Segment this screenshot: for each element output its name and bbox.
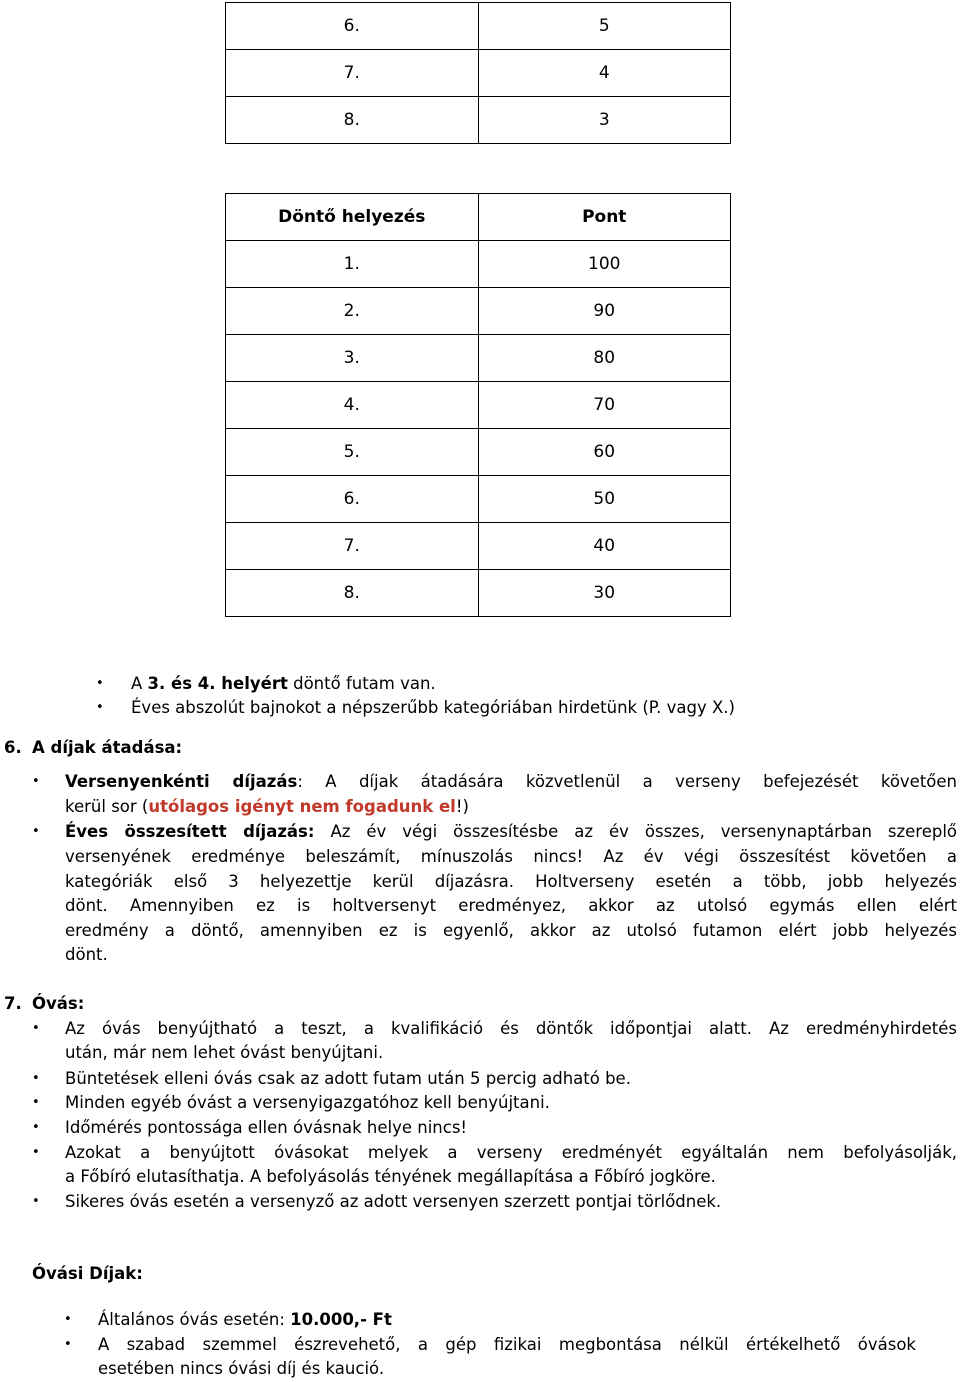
table-cell: 4 <box>478 50 731 97</box>
text: döntő futam van. <box>287 674 436 693</box>
table-cell: 80 <box>478 335 731 382</box>
list-item: Minden egyéb óvást a versenyigazgatóhoz kell benyújtani. <box>65 1093 550 1112</box>
column-header: Pont <box>478 194 731 241</box>
bold-text: 3. és 4. helyért <box>147 674 288 693</box>
text: Általános óvás esetén: <box>98 1310 291 1329</box>
bullet-icon: • <box>32 1095 40 1110</box>
section-heading <box>4 736 22 760</box>
bullet-icon: • <box>32 1021 40 1036</box>
list-item <box>98 1308 392 1332</box>
bold-text: utólagos igényt nem fogadunk el <box>148 797 456 816</box>
list-item: A szabad szemmel észrevehető, a gép fizikai megbontása nélkül értékelhető óvások <box>98 1335 916 1354</box>
table-cell: 60 <box>478 429 731 476</box>
table-cell: 5. <box>226 429 479 476</box>
table-row <box>226 523 731 570</box>
title-text: A díjak átadása: <box>32 738 183 757</box>
table-cell: 90 <box>478 288 731 335</box>
table-cell: 30 <box>478 570 731 617</box>
bullet-icon: • <box>96 676 104 691</box>
section-number: 7. <box>4 994 22 1013</box>
list-item-continuation: versenyének eredménye beleszámít, mínuszolás nincs! Az év végi összesítést követően a <box>65 847 957 866</box>
bullet-icon: • <box>64 1312 72 1327</box>
table-cell: 6. <box>226 3 479 50</box>
table-row <box>226 3 731 50</box>
section-heading <box>4 992 22 1016</box>
list-item-continuation <box>65 795 469 819</box>
table-row <box>226 429 731 476</box>
section-title <box>32 992 84 1016</box>
bullet-icon: • <box>32 1194 40 1209</box>
table-cell: 8. <box>226 570 479 617</box>
table-cell: 6. <box>226 476 479 523</box>
table-cell: 7. <box>226 50 479 97</box>
table-row <box>226 570 731 617</box>
table-cell: 3 <box>478 97 731 144</box>
table-row <box>226 335 731 382</box>
table-row <box>226 476 731 523</box>
bullet-icon: • <box>64 1337 72 1352</box>
table-cell: 8. <box>226 97 479 144</box>
bullet-icon: • <box>32 1071 40 1086</box>
table-row <box>226 50 731 97</box>
bullet-icon: • <box>32 774 40 789</box>
text: kerül sor ( <box>65 797 149 816</box>
table-cell: 2. <box>226 288 479 335</box>
list-item-continuation: dönt. <box>65 945 108 964</box>
bold-text: Éves összesített díjazás: <box>65 822 315 841</box>
list-item: Büntetések elleni óvás csak az adott futam után 5 percig adható be. <box>65 1069 631 1088</box>
bullet-icon: • <box>96 700 104 715</box>
bullet-icon: • <box>32 824 40 839</box>
text: : A díjak átadására közvetlenül a verseny befejezését követően <box>297 772 958 791</box>
placement-points-table-continued <box>225 2 731 144</box>
list-item <box>65 770 957 794</box>
table-row <box>226 97 731 144</box>
column-header: Döntő helyezés <box>226 194 479 241</box>
list-item <box>131 672 436 696</box>
bold-text: 10.000,- Ft <box>290 1310 392 1329</box>
table-cell: 4. <box>226 382 479 429</box>
final-placement-points-table <box>225 193 731 617</box>
table-cell: 3. <box>226 335 479 382</box>
list-item-continuation: után, már nem lehet óvást benyújtani. <box>65 1043 384 1062</box>
list-item: Azokat a benyújtott óvásokat melyek a verseny eredményét egyáltalán nem befolyásolják, <box>65 1143 957 1162</box>
list-item-continuation: eredmény a döntő, amennyiben ez is egyenlő, akkor az utolsó futamon elért jobb helyezés <box>65 921 957 940</box>
list-item <box>65 820 957 844</box>
section-number: 6. <box>4 738 22 757</box>
section-title <box>32 1262 143 1286</box>
list-item-continuation: a Főbíró elutasíthatja. A befolyásolás tényének megállapítása a Főbíró jogköre. <box>65 1167 716 1186</box>
list-item-continuation: kategóriák első 3 helyezettje kerül díjazásra. Holtverseny esetén a több, jobb helyezés <box>65 872 957 891</box>
table-cell: 70 <box>478 382 731 429</box>
table-cell: 7. <box>226 523 479 570</box>
table-cell: 50 <box>478 476 731 523</box>
bullet-icon: • <box>32 1145 40 1160</box>
table-row <box>226 382 731 429</box>
table-row <box>226 288 731 335</box>
title-text: Óvás: <box>32 994 85 1013</box>
table-cell: 40 <box>478 523 731 570</box>
section-title <box>32 736 182 760</box>
table-cell: 1. <box>226 241 479 288</box>
table-cell: 100 <box>478 241 731 288</box>
list-item: Éves abszolút bajnokot a népszerűbb kategóriában hirdetünk (P. vagy X.) <box>131 698 735 717</box>
list-item-continuation: dönt. Amennyiben ez is holtversenyt eredményez, akkor az utolsó egymás ellen elért <box>65 896 957 915</box>
title-text: Óvási Díjak: <box>32 1264 143 1283</box>
text: A <box>131 674 148 693</box>
table-cell: 5 <box>478 3 731 50</box>
list-item: Időmérés pontossága ellen óvásnak helye nincs! <box>65 1118 468 1137</box>
list-item-continuation: esetében nincs óvási díj és kaució. <box>98 1359 385 1378</box>
list-item: Sikeres óvás esetén a versenyző az adott versenyen szerzett pontjai törlődnek. <box>65 1192 722 1211</box>
bold-text: Versenyenkénti díjazás <box>65 772 298 791</box>
text: Az év végi összesítésbe az év összes, versenynaptárban szereplő <box>314 822 957 841</box>
list-item: Az óvás benyújtható a teszt, a kvalifikáció és döntők időpontjai alatt. Az eredményhirdetés <box>65 1019 957 1038</box>
bullet-icon: • <box>32 1120 40 1135</box>
table-header-row <box>226 194 731 241</box>
text: !) <box>455 797 469 816</box>
table-row <box>226 241 731 288</box>
